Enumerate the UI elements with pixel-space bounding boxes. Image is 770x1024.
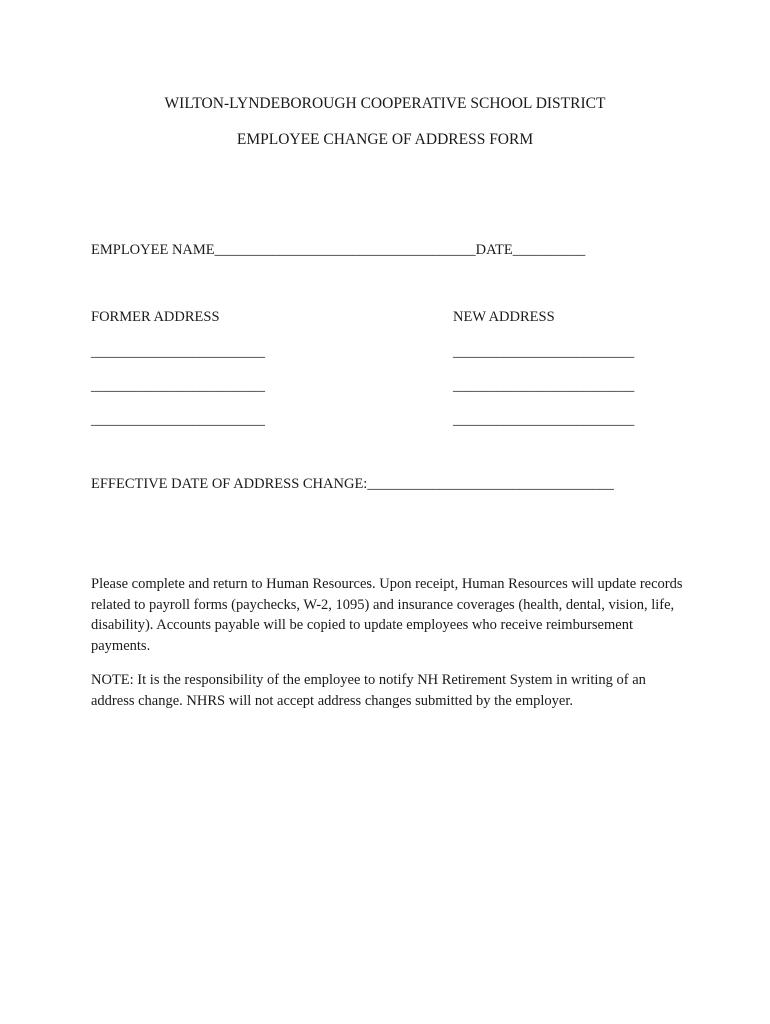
employee-name-label: EMPLOYEE NAME xyxy=(91,242,215,258)
effective-date-row xyxy=(91,475,614,493)
employee-name-field[interactable]: ____________________________________ xyxy=(214,242,476,258)
note-paragraph: NOTE: It is the responsibility of the employee to notify NH Retirement System in writing of an address change. NHRS will not accept address changes submitted by the employer. xyxy=(91,672,646,709)
effective-date-label: EFFECTIVE DATE OF ADDRESS CHANGE: xyxy=(91,476,368,492)
form-title: EMPLOYEE CHANGE OF ADDRESS FORM xyxy=(236,131,534,148)
date-field[interactable]: __________ xyxy=(512,242,586,258)
new-address-label: NEW ADDRESS xyxy=(453,309,555,325)
district-title: WILTON-LYNDEBOROUGH COOPERATIVE SCHOOL DISTRICT xyxy=(164,95,606,112)
former-address-label: FORMER ADDRESS xyxy=(91,309,220,325)
date-label: DATE xyxy=(475,242,513,258)
instructions-paragraph: Please complete and return to Human Resources. Upon receipt, Human Resources will update records related to payroll forms (paychecks, W-2, 1095) and insurance coverages (health, dental, vision, life, disability). Accounts payable will be copied to update employees who receive reimbursement payments. xyxy=(91,576,683,654)
former-address-line-1[interactable]: ________________________ xyxy=(91,344,265,360)
new-address-line-3[interactable]: _________________________ xyxy=(453,412,635,428)
employee-name-row xyxy=(91,241,585,259)
effective-date-field[interactable]: __________________________________ xyxy=(367,476,614,492)
new-address-line-2[interactable]: _________________________ xyxy=(453,378,635,394)
new-address-line-1[interactable]: _________________________ xyxy=(453,344,635,360)
former-address-line-3[interactable]: ________________________ xyxy=(91,412,265,428)
former-address-line-2[interactable]: ________________________ xyxy=(91,378,265,394)
